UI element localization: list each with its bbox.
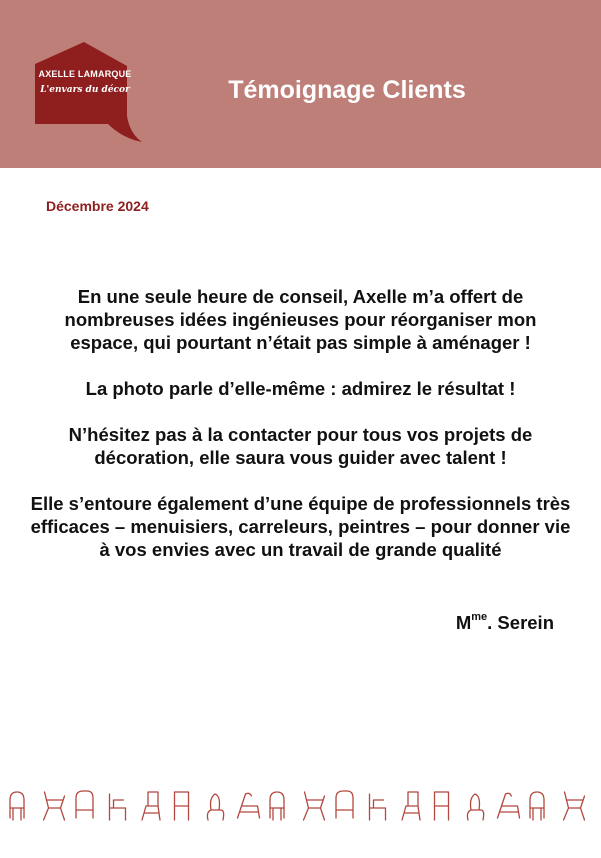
- signature: [456, 612, 554, 634]
- chair-icon: [44, 792, 65, 820]
- page-title: Témoignage Clients: [228, 76, 466, 104]
- chair-icon: [370, 794, 386, 820]
- paragraph: La photo parle d’elle-même : admirez le résultat !: [85, 378, 516, 399]
- paragraph: Elle s’entoure également d’une équipe de professionnels très efficaces – menuisiers, carreleurs, peintres – pour donner vie à vos envies avec un travail de grande qualité: [30, 493, 571, 560]
- testimonial-date: Décembre 2024: [46, 198, 149, 214]
- chair-icon: [336, 791, 353, 818]
- chair-icon: [10, 792, 24, 820]
- header-banner: [0, 0, 601, 168]
- signature-prefix: M: [455, 612, 472, 633]
- chair-icon: [498, 793, 520, 818]
- paragraph: N’hésitez pas à la contacter pour tous vos projets de décoration, elle saura vous guider avec talent !: [68, 424, 533, 468]
- chair-icon: [304, 792, 325, 820]
- logo-tagline: L'envars du décor: [40, 85, 130, 95]
- chair-icon: [270, 792, 284, 820]
- chair-icon: [238, 793, 260, 818]
- chair-icon: [76, 791, 93, 818]
- chair-icon: [467, 794, 483, 820]
- chair-icon: [142, 792, 160, 820]
- chair-icon: [530, 792, 544, 820]
- signature-superscript: me: [471, 611, 488, 623]
- signature-name: . Serein: [487, 612, 554, 633]
- chair-icon: [175, 792, 189, 820]
- brand-logo: [34, 42, 144, 142]
- paragraph: En une seule heure de conseil, Axelle m’a offert de nombreuses idées ingénieuses pour réorganiser mon espace, qui pourtant n’était pas simple à aménager !: [64, 286, 537, 353]
- footer-chair-pattern: [0, 786, 601, 826]
- chair-icon: [110, 794, 126, 820]
- logo-name: AXELLE LAMARQUE: [38, 69, 132, 79]
- chair-icon: [564, 792, 585, 820]
- chair-icon: [207, 794, 223, 820]
- chair-icon: [435, 792, 449, 820]
- testimonial-body: [30, 285, 571, 584]
- chair-icon: [402, 792, 420, 820]
